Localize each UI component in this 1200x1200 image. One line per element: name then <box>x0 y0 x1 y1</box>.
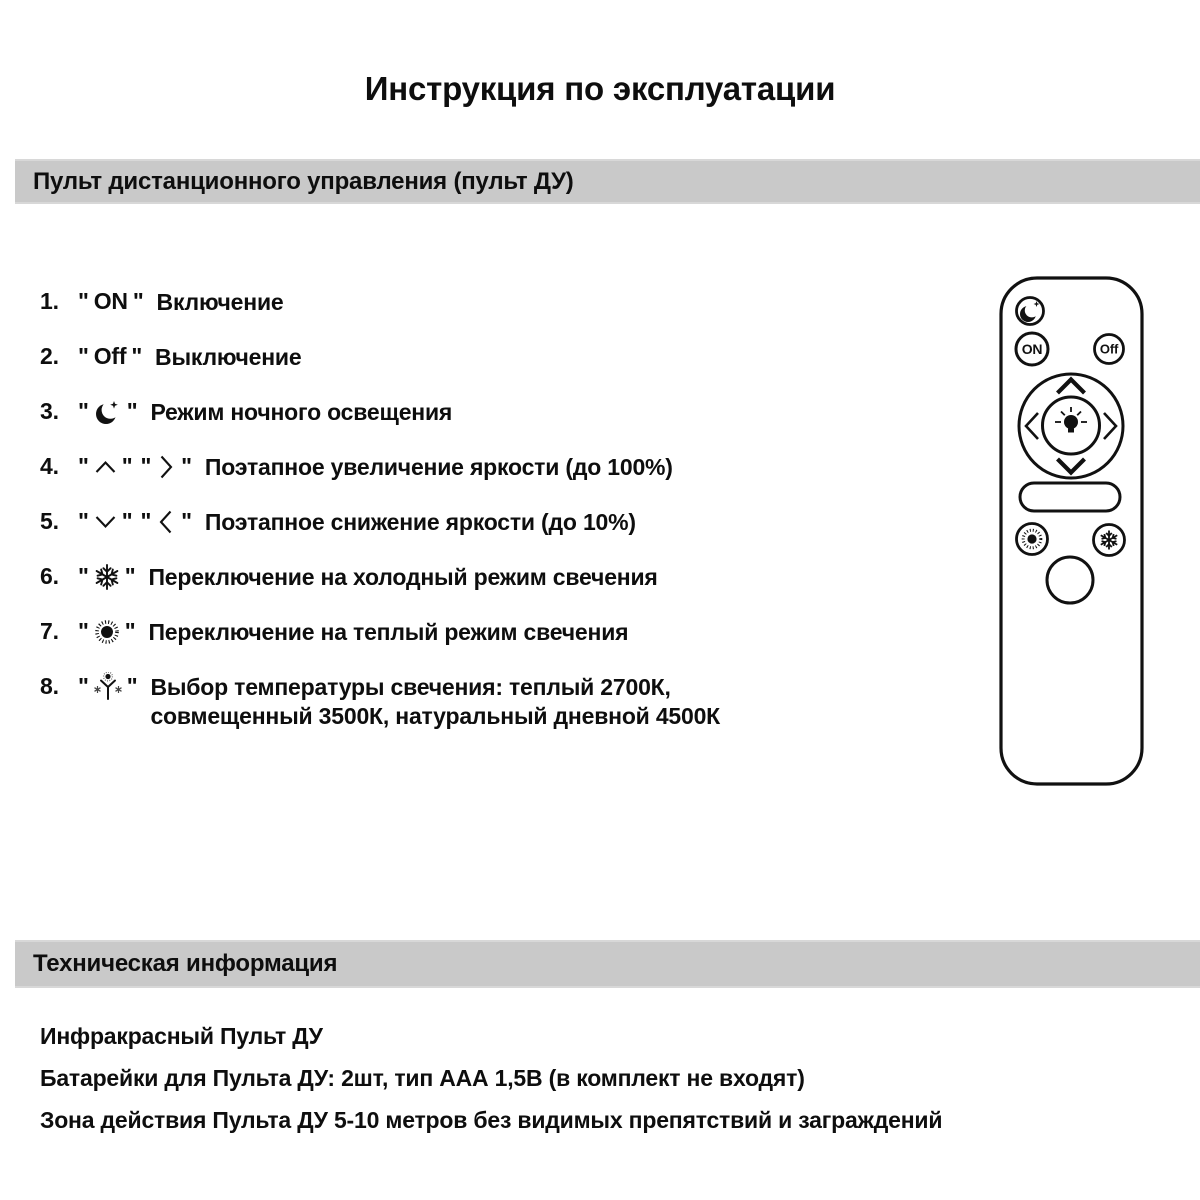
quote-mark: " <box>181 508 192 534</box>
snowflake-icon <box>93 563 121 591</box>
item-number: 3. <box>40 398 59 424</box>
section-header-remote-label: Пульт дистанционного управления (пульт ДУ) <box>33 167 574 195</box>
item-number: 7. <box>40 618 59 644</box>
remote-control-diagram <box>999 276 1145 793</box>
quote-mark: " <box>126 398 138 424</box>
item-symbols <box>74 398 141 425</box>
symbol-label: ON <box>93 288 128 314</box>
quote-mark: " <box>126 673 138 699</box>
quote-mark: " <box>121 453 133 479</box>
item-symbols <box>74 673 141 700</box>
instruction-item <box>40 508 960 537</box>
quote-mark: " <box>131 343 143 369</box>
quote-mark: " <box>78 453 89 479</box>
moon-icon <box>93 397 123 427</box>
item-description: Включение <box>156 289 284 315</box>
quote-mark: " <box>78 563 89 589</box>
quote-mark: " <box>132 288 144 314</box>
quote-mark: " <box>124 618 136 644</box>
item-description: Выключение <box>155 344 302 370</box>
item-description: Выбор температуры свечения: теплый 2700К, совмещенный 3500К, натуральный дневной 4500К <box>150 674 721 729</box>
quote-mark: " <box>181 453 192 479</box>
item-description: Поэтапное снижение яркости (до 10%) <box>204 509 636 535</box>
warm-sun-icon <box>93 618 121 646</box>
on-button-label: ON <box>1021 341 1043 357</box>
color-temp-icon <box>93 672 123 702</box>
section-header-tech <box>15 940 1200 988</box>
page-title: Инструкция по эксплуатации <box>364 70 836 107</box>
tech-info-line: Инфракрасный Пульт ДУ <box>40 1023 323 1049</box>
item-description: Поэтапное увеличение яркости (до 100%) <box>204 454 673 480</box>
section-header-tech-label: Техническая информация <box>33 950 338 977</box>
quote-mark: " <box>140 453 152 479</box>
section-header-remote <box>15 159 1200 204</box>
quote-mark: " <box>78 673 89 699</box>
tech-info <box>40 1022 1160 1148</box>
item-symbols <box>74 563 139 590</box>
instruction-item <box>40 398 960 427</box>
quote-mark: " <box>140 508 152 534</box>
quote-mark: " <box>78 398 89 424</box>
chevron-up-icon <box>93 456 118 478</box>
instruction-item <box>40 618 960 647</box>
symbol-label: Off <box>93 343 127 369</box>
tech-info-line: Зона действия Пульта ДУ 5-10 метров без видимых препятствий и заграждений <box>40 1107 943 1133</box>
item-description: Переключение на теплый режим свечения <box>148 619 629 645</box>
item-number: 8. <box>40 673 59 699</box>
item-symbols <box>74 343 146 370</box>
item-symbols <box>74 453 196 480</box>
item-symbols <box>74 618 139 645</box>
quote-mark: " <box>124 563 136 589</box>
quote-mark: " <box>78 288 89 314</box>
quote-mark: " <box>121 508 133 534</box>
off-button-label: Off <box>1099 341 1119 357</box>
quote-mark: " <box>78 618 89 644</box>
item-description: Режим ночного освещения <box>150 399 453 425</box>
instruction-item <box>40 563 960 592</box>
instruction-item <box>40 673 960 731</box>
quote-mark: " <box>78 343 89 369</box>
item-symbols <box>74 288 148 315</box>
item-symbols <box>74 508 196 535</box>
item-number: 6. <box>40 563 59 589</box>
chevron-down-icon <box>93 511 118 533</box>
item-number: 2. <box>40 343 59 369</box>
instruction-item <box>40 453 960 482</box>
tech-info-line: Батарейки для Пульта ДУ: 2шт, тип ААА 1,5В (в комплект не входят) <box>40 1065 805 1091</box>
chevron-right-icon <box>155 454 177 480</box>
instruction-item <box>40 288 960 317</box>
instruction-item <box>40 343 960 372</box>
instruction-list <box>40 288 960 757</box>
quote-mark: " <box>78 508 89 534</box>
item-number: 5. <box>40 508 59 534</box>
item-number: 4. <box>40 453 59 479</box>
item-number: 1. <box>40 288 59 314</box>
chevron-left-icon <box>155 509 177 535</box>
item-description: Переключение на холодный режим свечения <box>148 564 658 590</box>
